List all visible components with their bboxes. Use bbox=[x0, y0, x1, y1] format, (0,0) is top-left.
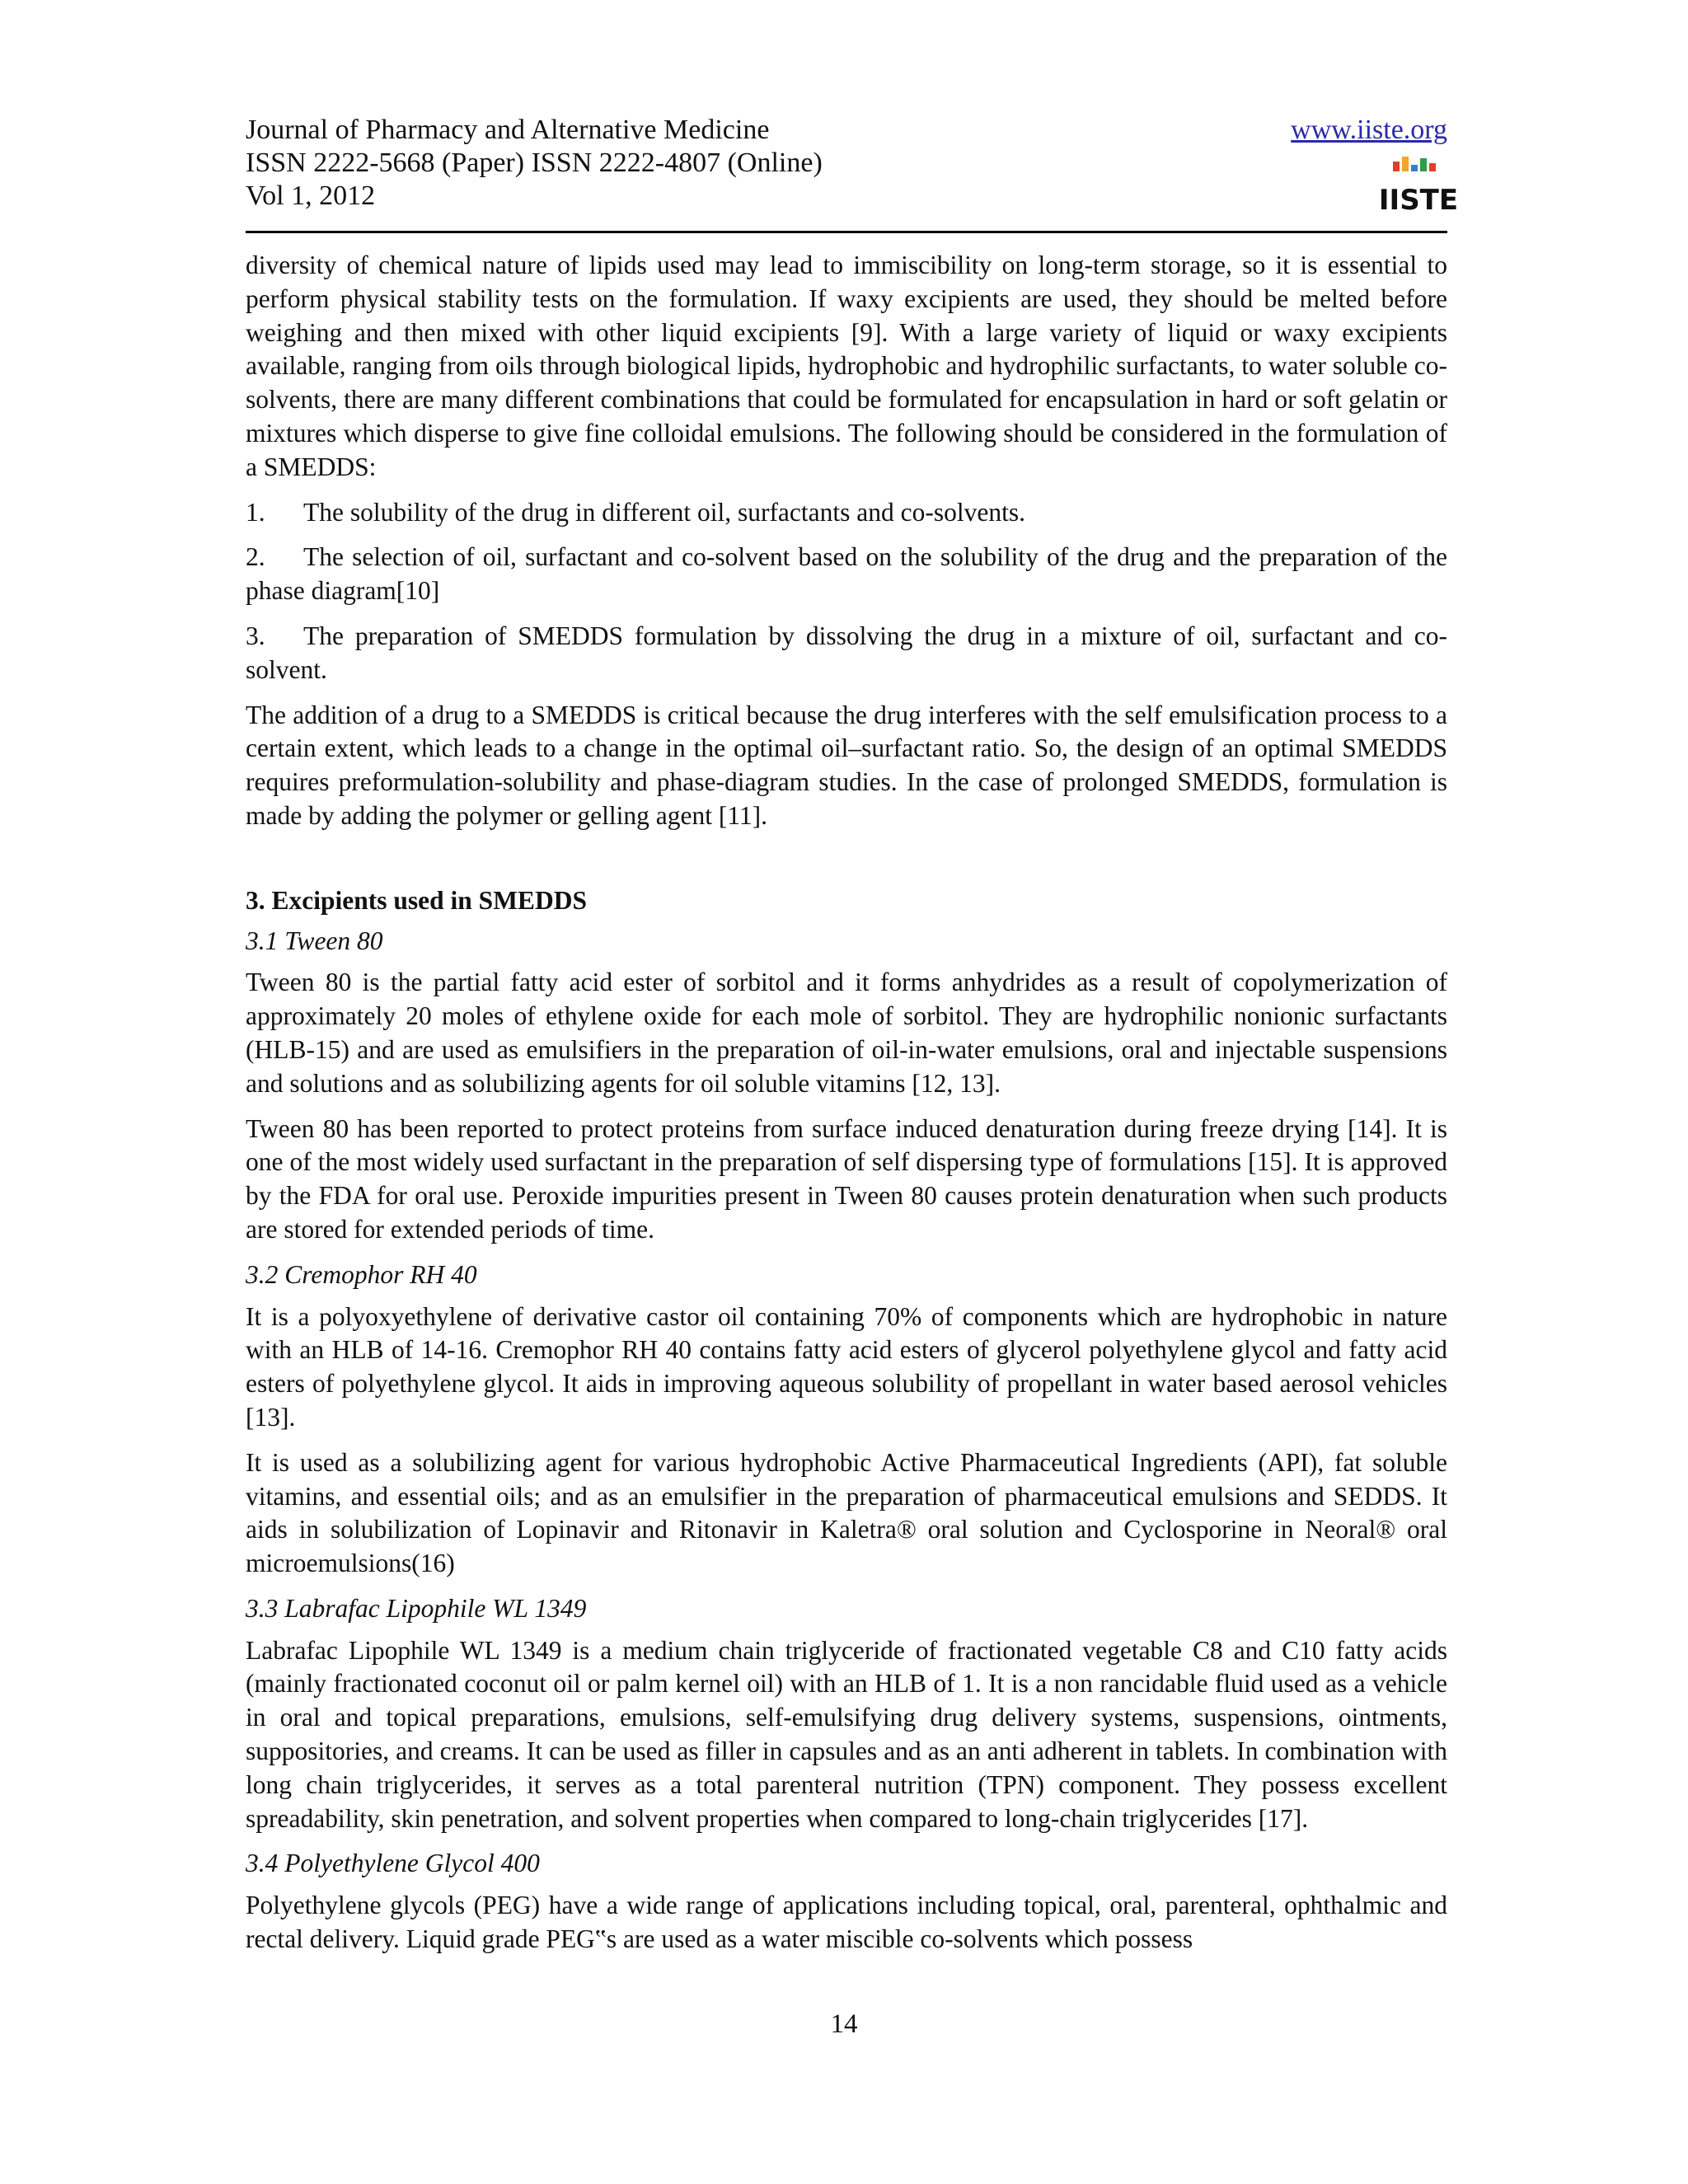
list-item bbox=[246, 620, 1447, 687]
paragraph: It is used as a solubilizing agent for various hydrophobic Active Pharmaceutical Ingredients (API), fat soluble vitamins, and essential oils; and as an emulsifier in the preparation of pharmaceutical emulsions and SEDDS. It aids in solubilization of Lopinavir and Ritonavir in Kaletra® oral solution and Cyclosporine in Neoral® oral microemulsions(16) bbox=[246, 1447, 1447, 1578]
logo-text: IISTE bbox=[1378, 184, 1459, 217]
issn-line: ISSN 2222-5668 (Paper) ISSN 2222-4807 (Online) bbox=[246, 148, 823, 178]
paragraph: Labrafac Lipophile WL 1349 is a medium chain triglyceride of fractionated vegetable C8 and C10 fatty acids (mainly fractionated coconut oil or palm kernel oil) with an HLB of 1. It is a non rancidable fluid used as a vehicle in oral and topical preparations, emulsions, self-emulsifying drug delivery systems, suspensions, ointments, suppositories, and creams. It can be used as filler in capsules and as an anti adherent in tablets. In combination with long chain triglycerides, it serves as a total parenteral nutrition (TPN) component. They possess excellent spreadability, skin penetration, and solvent properties when compared to long-chain triglycerides [17]. bbox=[246, 1635, 1447, 1833]
paragraph-addition: The addition of a drug to a SMEDDS is critical because the drug interferes with the self emulsification process to a certain extent, which leads to a change in the optimal oil–surfactant ratio. So, the design of an optimal SMEDDS requires preformulation-solubility and phase-diagram studies. In the case of prolonged SMEDDS, formulation is made by adding the polymer or gelling agent [11]. bbox=[246, 700, 1447, 830]
list-text: The solubility of the drug in different oil, surfactants and co-solvents. bbox=[303, 497, 1025, 527]
article-body bbox=[246, 249, 1447, 1968]
list-number: 2. bbox=[246, 542, 265, 572]
list-text: The preparation of SMEDDS formulation by dissolving the drug in a mixture of oil, surfactant and co-solvent. bbox=[246, 621, 1447, 684]
list-number: 3. bbox=[246, 621, 265, 650]
website-link[interactable]: www.iiste.org bbox=[1291, 115, 1447, 145]
page-number: 14 bbox=[830, 2009, 858, 2039]
subsection-heading: 3.4 Polyethylene Glycol 400 bbox=[246, 1849, 540, 1878]
list-item bbox=[246, 496, 1447, 530]
subsection-heading: 3.3 Labrafac Lipophile WL 1349 bbox=[246, 1593, 587, 1623]
volume-line: Vol 1, 2012 bbox=[246, 180, 376, 211]
list-item bbox=[246, 541, 1447, 608]
section-heading: 3. Excipients used in SMEDDS bbox=[246, 885, 587, 915]
journal-title: Journal of Pharmacy and Alternative Medicine bbox=[246, 115, 770, 145]
paragraph: It is a polyoxyethylene of derivative castor oil containing 70% of components which are hydrophobic in nature with an HLB of 14-16. Cremophor RH 40 contains fatty acid esters of glycerol polyethylene glycol and fatty acid esters of polyethylene glycol. It aids in improving aqueous solubility of propellant in water based aerosol vehicles [13]. bbox=[246, 1301, 1447, 1432]
iiste-logo-icon bbox=[1378, 153, 1459, 223]
list-text: The selection of oil, surfactant and co-solvent based on the solubility of the drug and the preparation of the phase diagram[10] bbox=[246, 542, 1447, 606]
paragraph: Polyethylene glycols (PEG) have a wide range of applications including topical, oral, parenteral, ophthalmic and rectal delivery. Liquid grade PEG‟s are used as a water miscible co-solvents which possess bbox=[246, 1891, 1447, 1954]
subsection-heading: 3.2 Cremophor RH 40 bbox=[246, 1259, 477, 1289]
page-header bbox=[246, 114, 1459, 233]
paragraph: Tween 80 has been reported to protect proteins from surface induced denaturation during freeze drying [14]. It is one of the most widely used surfactant in the preparation of self dispersing type of formulations [15]. It is approved by the FDA for oral use. Peroxide impurities present in Tween 80 causes protein denaturation when such products are stored for extended periods of time. bbox=[246, 1113, 1447, 1244]
paragraph-intro: diversity of chemical nature of lipids used may lead to immiscibility on long-term storage, so it is essential to perform physical stability tests on the formulation. If waxy excipients are used, they should be melted before weighing and then mixed with other liquid excipients [9]. With a large variety of liquid or waxy excipients available, ranging from oils through biological lipids, hydrophobic and hydrophilic surfactants, to water soluble co-solvents, there are many different combinations that could be formulated for encapsulation in hard or soft gelatin or mixtures which disperse to give fine colloidal emulsions. The following should be considered in the formulation of a SMEDDS: bbox=[246, 251, 1447, 481]
subsection-heading: 3.1 Tween 80 bbox=[246, 926, 383, 955]
paragraph: Tween 80 is the partial fatty acid ester of sorbitol and it forms anhydrides as a result of copolymerization of approximately 20 moles of ethylene oxide for each mole of sorbitol. They are hydrophilic nonionic surfactants (HLB-15) and are used as emulsifiers in the preparation of oil-in-water emulsions, oral and injectable suspensions and solutions and as solubilizing agents for oil soluble vitamins [12, 13]. bbox=[246, 968, 1447, 1098]
list-number: 1. bbox=[246, 497, 265, 527]
